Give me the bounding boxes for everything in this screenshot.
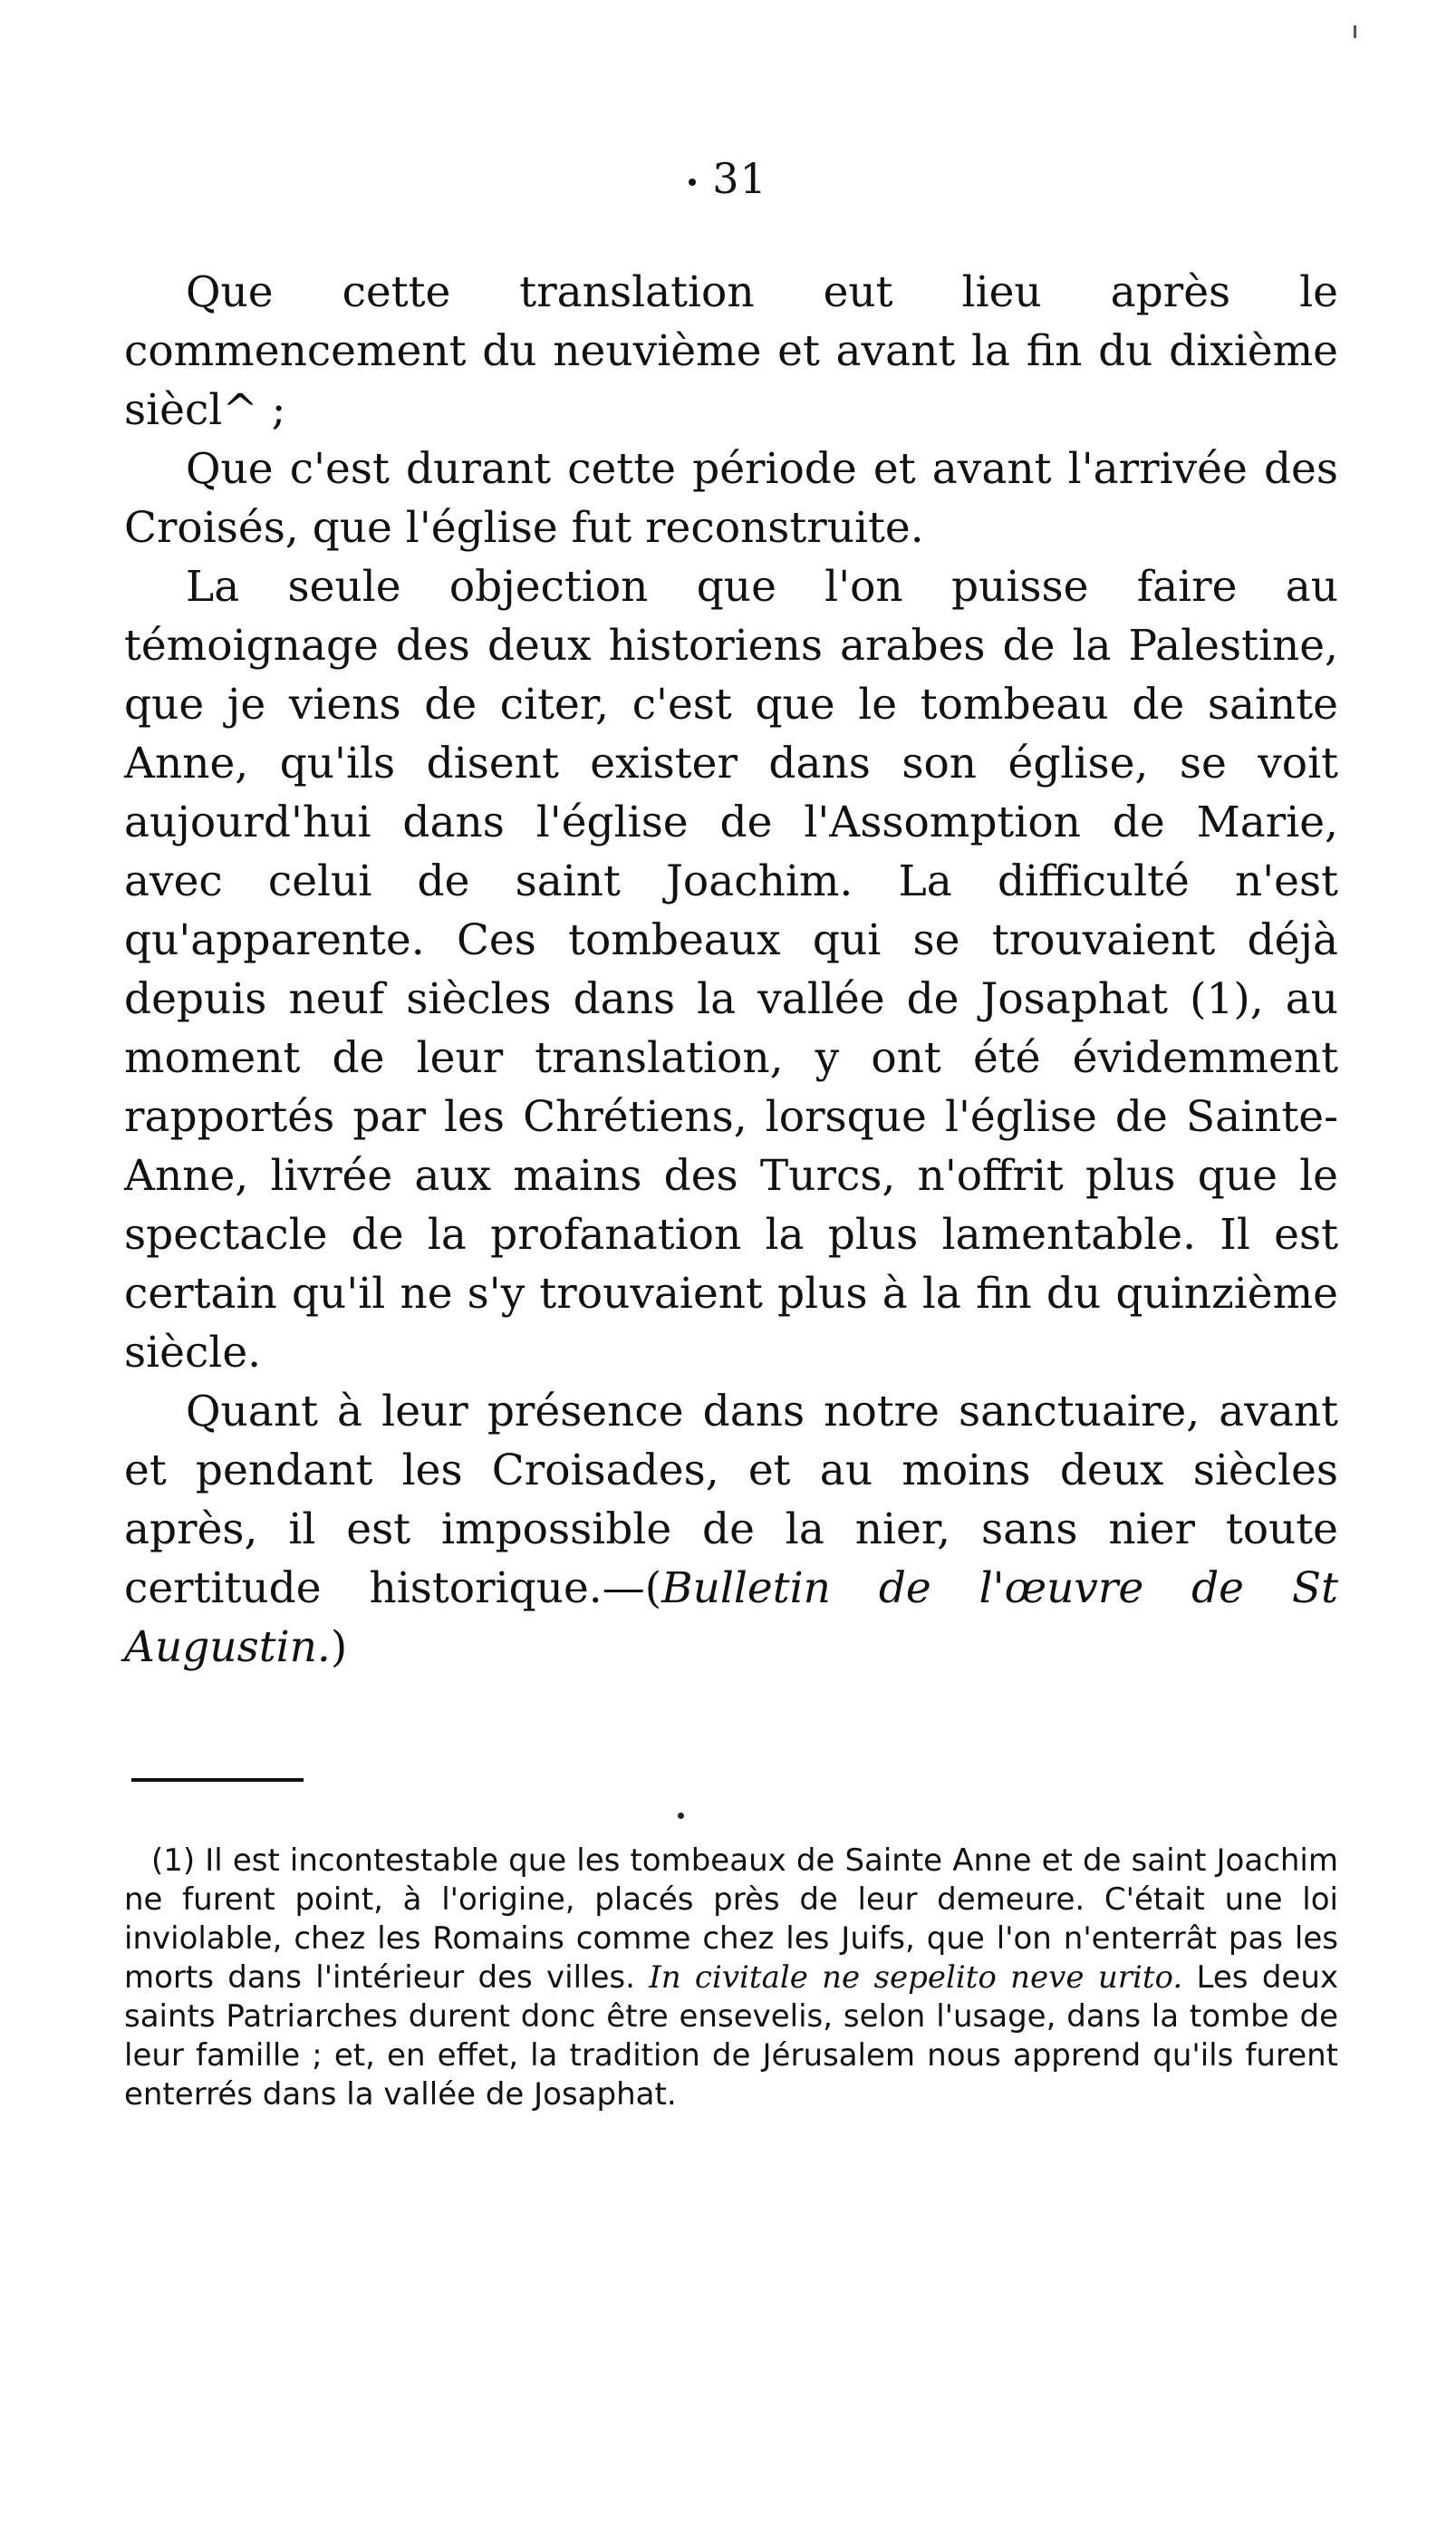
footnote-text-after: Les deux saints Patriarches durent donc être ensevelis, selon l'usage, dans la tombe de leur famille ; et, en effet, la tradition de Jérusalem nous apprend qu'ils furent enterrés dans la vallée de Josaphat. (124, 1959, 1338, 2113)
footnote-marker: (1) (151, 1842, 196, 1879)
page-number (0, 154, 1456, 203)
stray-dot (678, 1813, 684, 1819)
footnote-text-before: Il est incontestable que les tombeaux de Sainte Anne et de saint Joachim ne furent point, à l'origine, placés près de leur demeure. C'était une loi inviolable, chez les Romains comme chez les Juifs, que l'on n'enterrât pas les morts dans l'intérieur des villes. (124, 1842, 1338, 1996)
paragraph-2: Que c'est durant cette période et avant l'arrivée des Croisés, que l'église fut reconstruite. (124, 444, 1338, 553)
footnote (124, 1842, 1338, 2114)
paragraph-3: La seule objection que l'on puisse faire au témoignage des deux historiens arabes de la Palestine, que je viens de citer, c'est que le tombeau de sainte Anne, qu'ils disent exister dans son église, se voit aujourd'hui dans l'église de l'Assomption de Marie, avec celui de saint Joachim. La difficulté n'est qu'apparente. Ces tombeaux qui se trouvaient déjà depuis neuf siècles dans la vallée de Josaphat (1), au moment de leur translation, y ont été évidemment rapportés par les Chrétiens, lorsque l'église de Sainte-Anne, livrée aux mains des Turcs, n'offrit plus que le spectacle de la profanation la plus lamentable. Il est certain qu'il ne s'y trouvaient plus à la fin du quinzième siècle. (124, 562, 1338, 1378)
paragraph-1: Que cette translation eut lieu après le commencement du neuvième et avant la fin du dixième siècl^ ; (124, 267, 1338, 435)
footnote-divider (131, 1778, 304, 1782)
page-number-text: 31 (712, 154, 767, 203)
page-number-dot (689, 179, 696, 186)
citation-close: ) (330, 1622, 348, 1672)
main-text (124, 263, 1338, 1677)
footnote-paragraph (124, 1842, 1338, 2114)
citation-source: Bulletin de l'œuvre de St Augustin. (124, 1563, 1338, 1672)
corner-speck (1354, 25, 1356, 38)
paragraph-4-text: Quant à leur présence dans notre sanctuaire, avant et pendant les Croisades, et au moins deux siècles après, il est impossible de la nier, sans nier toute certitude historique.—( (124, 1387, 1338, 1613)
footnote-latin-quote: In civitale ne sepelito neve urito. (649, 1959, 1183, 1996)
paragraph-4 (124, 1382, 1338, 1677)
